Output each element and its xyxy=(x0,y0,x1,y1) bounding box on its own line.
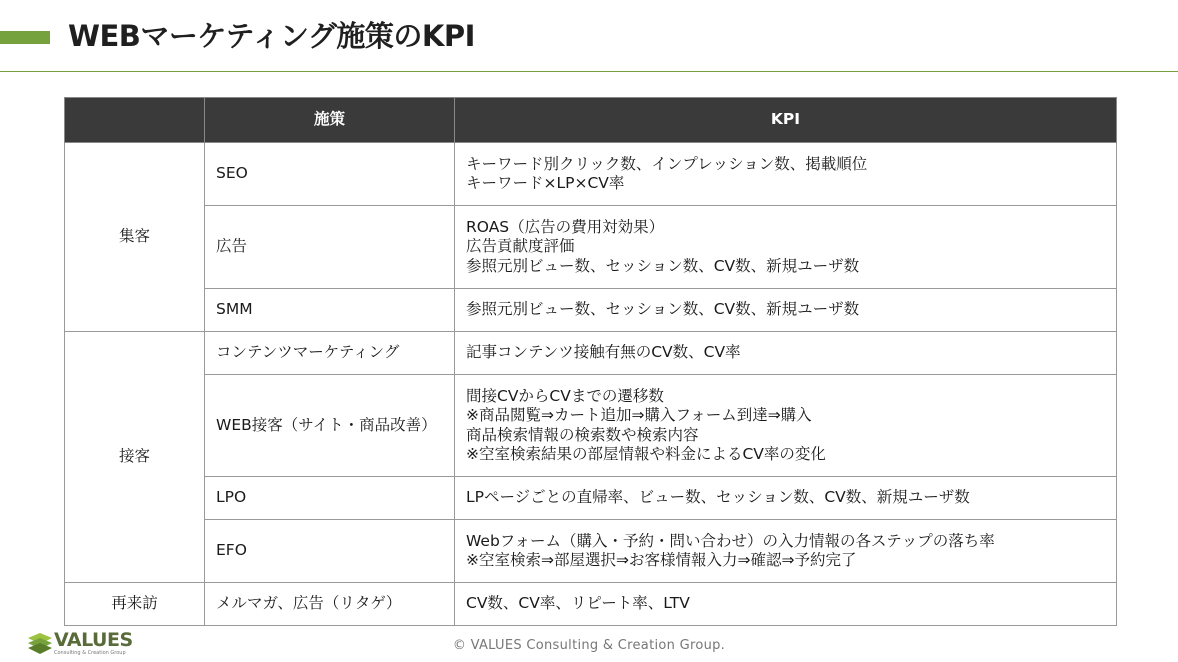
table-row xyxy=(65,583,1117,626)
kpi-cell xyxy=(455,375,1117,477)
table-row xyxy=(65,289,1117,332)
table-row xyxy=(65,206,1117,289)
kpi-cell xyxy=(455,332,1117,375)
title-divider xyxy=(0,71,1178,72)
kpi-line: LPページごとの直帰率、ビュー数、セッション数、CV数、新規ユーザ数 xyxy=(466,488,970,507)
table-row xyxy=(65,520,1117,583)
kpi-line: 広告貢献度評価 xyxy=(466,237,575,256)
kpi-cell xyxy=(455,583,1117,626)
kpi-line: 間接CVからCVまでの遷移数 xyxy=(466,386,664,405)
kpi-line: Webフォーム（購入・予約・問い合わせ）の入力情報の各ステップの落ち率 xyxy=(466,531,995,550)
measure-cell: 広告 xyxy=(205,206,455,289)
page-title: WEBマーケティング施策のKPI xyxy=(68,19,475,53)
category-cell: 再来訪 xyxy=(65,583,205,626)
measure-cell: SMM xyxy=(205,289,455,332)
table-header-row xyxy=(65,98,1117,143)
kpi-line: CV数、CV率、リピート率、LTV xyxy=(466,594,690,613)
kpi-line: ※空室検索結果の部屋情報や料金によるCV率の変化 xyxy=(466,445,826,463)
kpi-line: 参照元別ビュー数、セッション数、CV数、新規ユーザ数 xyxy=(466,300,860,319)
kpi-line: 商品検索情報の検索数や検索内容 xyxy=(466,425,699,444)
kpi-line: ※空室検索⇒部屋選択⇒お客様情報入力⇒確認⇒予約完了 xyxy=(466,551,857,569)
kpi-line: ※商品閲覧⇒カート追加⇒購入フォーム到達⇒購入 xyxy=(466,406,812,424)
kpi-line: キーワード別クリック数、インプレッション数、掲載順位 xyxy=(466,154,868,173)
measure-cell: LPO xyxy=(205,477,455,520)
kpi-cell xyxy=(455,289,1117,332)
logo-tagline: Consulting & Creation Group xyxy=(54,650,126,656)
measure-cell: コンテンツマーケティング xyxy=(205,332,455,375)
header-measure: 施策 xyxy=(205,98,455,143)
header-category xyxy=(65,98,205,143)
kpi-cell xyxy=(455,477,1117,520)
measure-cell: SEO xyxy=(205,143,455,206)
kpi-line: ROAS（広告の費用対効果） xyxy=(466,217,665,236)
measure-cell: WEB接客（サイト・商品改善） xyxy=(205,375,455,477)
logo-name: VALUES xyxy=(54,629,133,651)
table-row xyxy=(65,332,1117,375)
table-row xyxy=(65,375,1117,477)
kpi-table xyxy=(64,97,1117,626)
kpi-cell xyxy=(455,520,1117,583)
table-row xyxy=(65,477,1117,520)
kpi-line: キーワード×LP×CV率 xyxy=(466,174,625,192)
category-cell: 接客 xyxy=(65,332,205,583)
kpi-line: 参照元別ビュー数、セッション数、CV数、新規ユーザ数 xyxy=(466,256,860,275)
copyright-footer: © VALUES Consulting & Creation Group. xyxy=(452,638,726,653)
kpi-cell xyxy=(455,206,1117,289)
category-cell: 集客 xyxy=(65,143,205,332)
kpi-line: 記事コンテンツ接触有無のCV数、CV率 xyxy=(466,343,741,362)
measure-cell: EFO xyxy=(205,520,455,583)
measure-cell: メルマガ、広告（リタゲ） xyxy=(205,583,455,626)
header-kpi: KPI xyxy=(455,98,1117,143)
table-row xyxy=(65,143,1117,206)
title-accent-bar xyxy=(0,31,50,44)
kpi-cell xyxy=(455,143,1117,206)
